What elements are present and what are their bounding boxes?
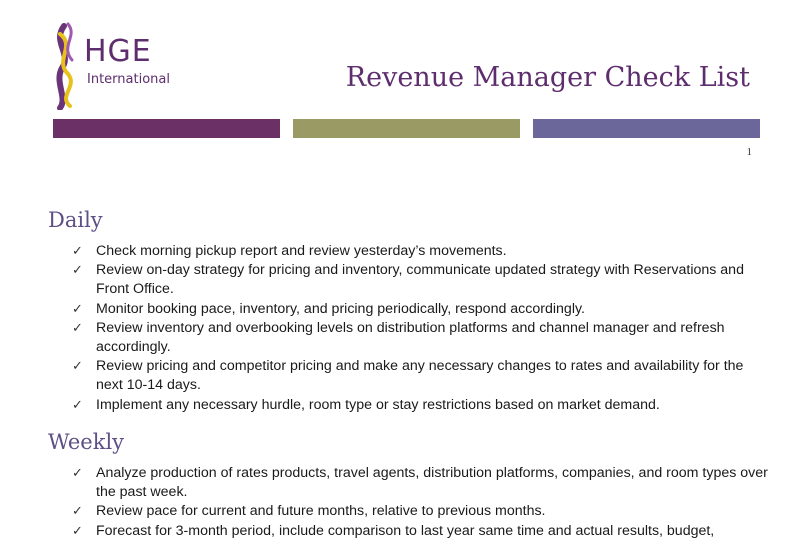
item-text: Forecast for 3-month period, include comparison to last year same time and actual results, budget, — [96, 522, 715, 539]
checkmark-icon: ✓ — [72, 466, 83, 481]
item-text: Analyze production of rates products, travel agents, distribution platforms, companies, and room types over the past week. — [96, 465, 768, 501]
item-text: Review pace for current and future months, relative to previous months. — [96, 503, 546, 520]
list-item — [72, 502, 772, 521]
checkmark-icon: ✓ — [72, 359, 83, 375]
item-text: Review on-day strategy for pricing and inventory, communicate updated strategy with Reservations and Front Office. — [96, 262, 744, 298]
section-heading-weekly: Weekly — [48, 430, 125, 454]
list-item — [72, 261, 772, 299]
daily-checklist — [72, 242, 772, 415]
list-item — [72, 522, 772, 541]
checkmark-icon: ✓ — [72, 504, 83, 520]
weekly-checklist — [72, 464, 772, 541]
list-item — [72, 357, 772, 395]
section-heading-daily: Daily — [48, 208, 103, 232]
list-item — [72, 396, 772, 415]
item-text: Check morning pickup report and review yesterday’s movements. — [96, 243, 507, 259]
checkmark-icon: ✓ — [72, 523, 83, 539]
checkmark-icon: ✓ — [72, 397, 83, 413]
item-text: Review pricing and competitor pricing and make any necessary changes to rates and availability for the next 10-14 days. — [96, 358, 744, 394]
item-text: Implement any necessary hurdle, room type or stay restrictions based on market demand. — [96, 396, 660, 413]
list-item — [72, 464, 772, 502]
list-item — [72, 242, 772, 261]
logo-subtitle: International — [87, 72, 170, 87]
item-text: Review inventory and overbooking levels on distribution platforms and channel manager and refresh accordingly. — [96, 319, 725, 356]
checkmark-icon: ✓ — [72, 263, 83, 279]
list-item — [72, 319, 772, 357]
color-bar-lavender — [533, 119, 760, 138]
checkmark-icon: ✓ — [72, 244, 83, 259]
logo-name: HGE — [84, 34, 152, 69]
color-bar-olive — [293, 119, 520, 138]
page-number: 1 — [746, 146, 752, 158]
document-title: Revenue Manager Check List — [345, 62, 750, 93]
item-text: Monitor booking pace, inventory, and pricing periodically, respond accordingly. — [96, 300, 585, 317]
checkmark-icon: ✓ — [72, 301, 83, 317]
checkmark-icon: ✓ — [72, 320, 83, 336]
list-item — [72, 300, 772, 319]
color-bar-purple — [53, 119, 280, 138]
